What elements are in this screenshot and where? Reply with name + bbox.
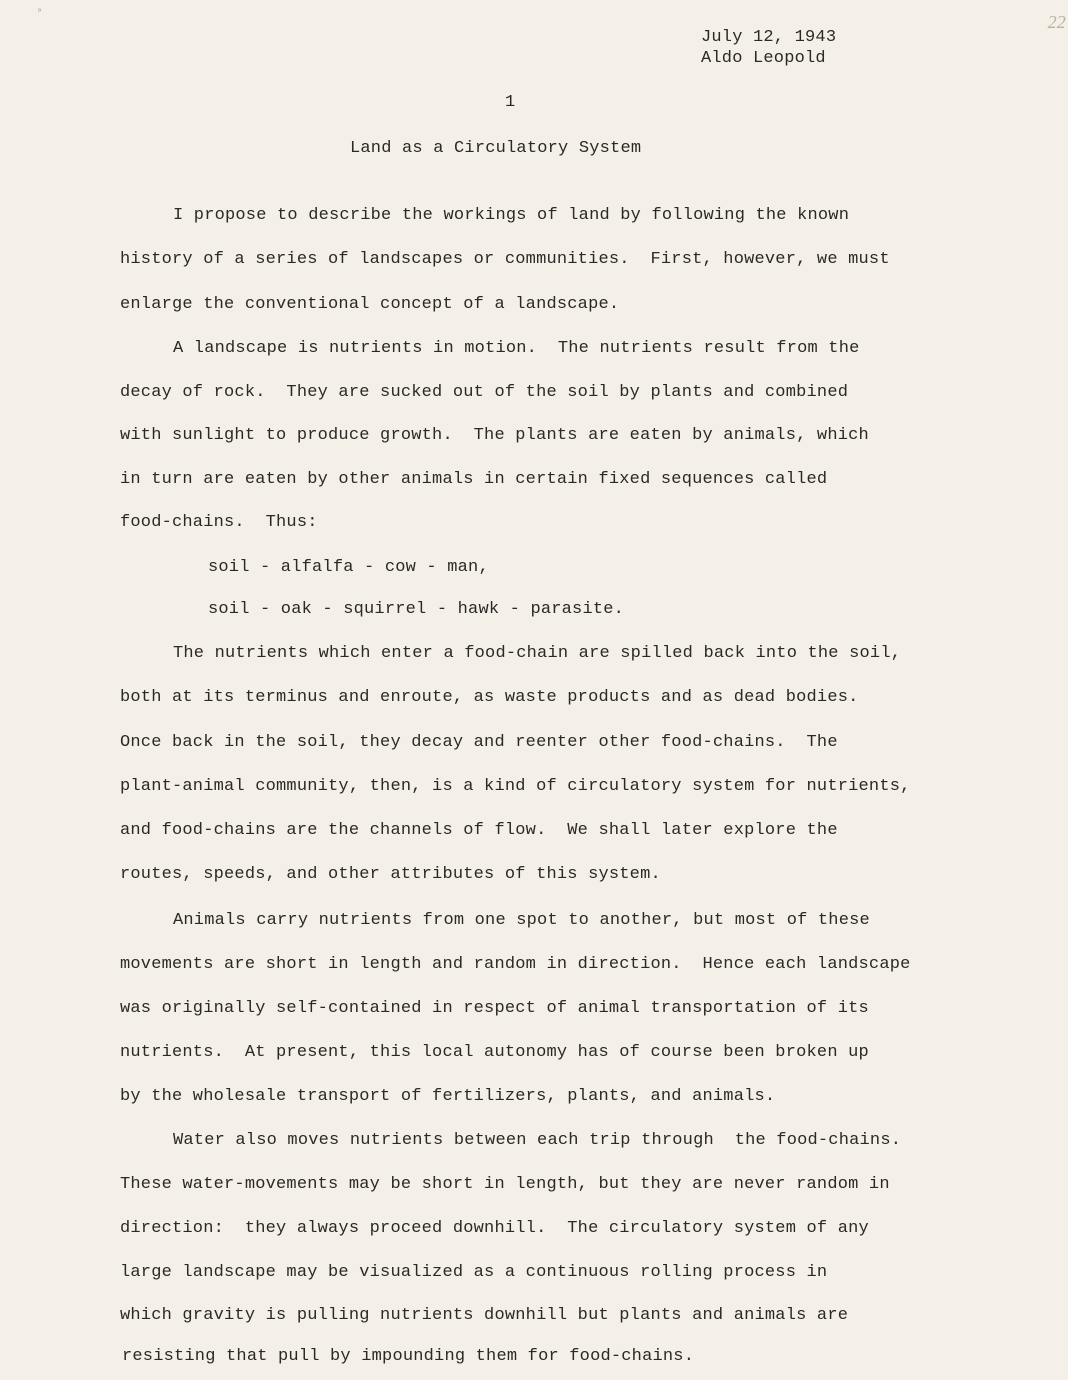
document-title: Land as a Circulatory System xyxy=(350,139,642,158)
food-chain-example: soil - oak - squirrel - hawk - parasite. xyxy=(208,600,625,619)
body-line: direction: they always proceed downhill. The circulatory system of any xyxy=(120,1219,869,1238)
body-line: movements are short in length and random in direction. Hence each landscape xyxy=(120,955,911,974)
body-line: large landscape may be visualized as a continuous rolling process in xyxy=(120,1263,828,1282)
body-line: and food-chains are the channels of flow. We shall later explore the xyxy=(120,821,838,840)
body-line: routes, speeds, and other attributes of this system. xyxy=(120,865,661,884)
body-line: I propose to describe the workings of land by following the known xyxy=(173,206,850,225)
body-line: food-chains. Thus: xyxy=(120,513,318,532)
body-line: by the wholesale transport of fertilizers, plants, and animals. xyxy=(120,1087,776,1106)
body-line: decay of rock. They are sucked out of the soil by plants and combined xyxy=(120,383,849,402)
body-line: Animals carry nutrients from one spot to another, but most of these xyxy=(173,911,870,930)
body-line: resisting that pull by impounding them for food-chains. xyxy=(122,1347,695,1366)
body-line: nutrients. At present, this local autonomy has of course been broken up xyxy=(120,1043,869,1062)
body-line: which gravity is pulling nutrients downhill but plants and animals are xyxy=(120,1306,849,1325)
body-line: The nutrients which enter a food-chain are spilled back into the soil, xyxy=(173,644,902,663)
body-line: plant-animal community, then, is a kind of circulatory system for nutrients, xyxy=(120,777,911,796)
corner-page-mark: 22 xyxy=(1047,12,1066,32)
body-line: was originally self-contained in respect of animal transportation of its xyxy=(120,999,869,1018)
body-line: Once back in the soil, they decay and reenter other food-chains. The xyxy=(120,733,838,752)
body-line: enlarge the conventional concept of a landscape. xyxy=(120,295,620,314)
body-line: These water-movements may be short in length, but they are never random in xyxy=(120,1175,890,1194)
header-date: July 12, 1943 xyxy=(701,28,837,47)
page-number: 1 xyxy=(505,93,516,112)
body-line: in turn are eaten by other animals in certain fixed sequences called xyxy=(120,470,828,489)
body-line: history of a series of landscapes or communities. First, however, we must xyxy=(120,250,890,269)
body-line: with sunlight to produce growth. The plants are eaten by animals, which xyxy=(120,426,869,445)
body-line: A landscape is nutrients in motion. The nutrients result from the xyxy=(173,339,860,358)
body-line: both at its terminus and enroute, as waste products and as dead bodies. xyxy=(120,688,859,707)
paper-speck: ° xyxy=(37,8,43,19)
body-line: Water also moves nutrients between each trip through the food-chains. xyxy=(173,1131,902,1150)
food-chain-example: soil - alfalfa - cow - man, xyxy=(208,558,489,577)
header-author: Aldo Leopold xyxy=(701,49,826,68)
